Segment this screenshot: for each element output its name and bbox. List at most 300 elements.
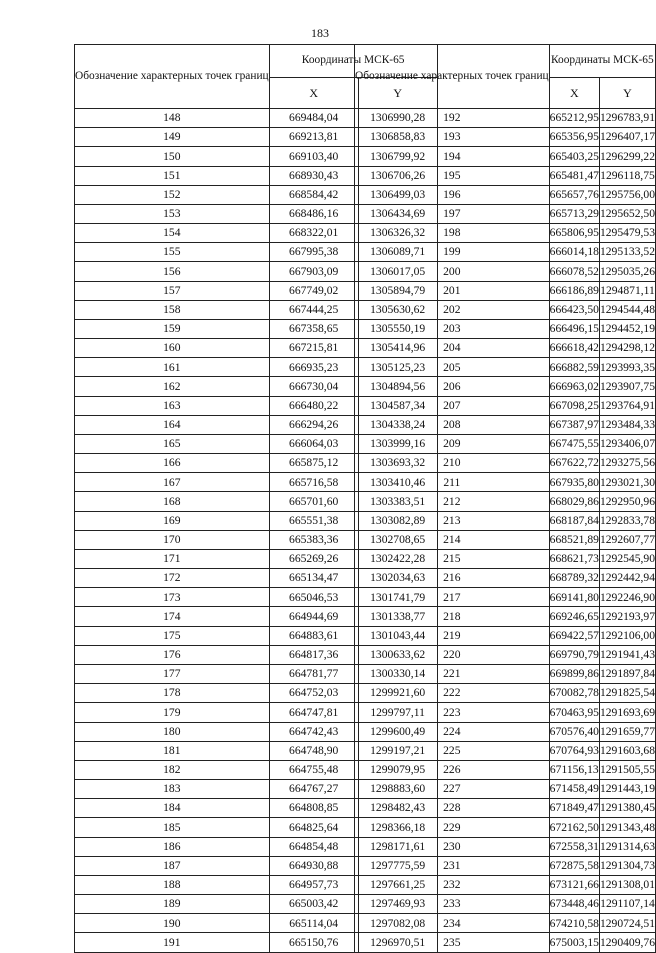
point-number-cell: 149 [75,128,270,147]
x-coordinate-cell: 664767,27 [269,780,358,799]
y-coordinate-cell: 1304338,24 [358,415,437,434]
x-coordinate-cell: 666618,42 [549,339,599,358]
y-coordinate-cell: 1303410,46 [358,473,437,492]
y-coordinate-cell: 1296118,75 [599,166,655,185]
table-body-right [355,109,656,953]
table-row [355,243,656,262]
point-number-cell: 195 [355,166,550,185]
point-number-cell: 200 [355,262,550,281]
x-coordinate-cell: 669141,80 [549,588,599,607]
point-number-cell: 215 [355,549,550,568]
point-designation-header: Обозначение характерных точек границ [355,45,550,109]
table-row [355,799,656,818]
table-row [355,875,656,894]
page-number: 183 [311,26,329,40]
x-coordinate-cell: 664817,36 [269,645,358,664]
point-number-cell: 156 [75,262,270,281]
table-row [355,588,656,607]
y-coordinate-cell: 1290724,51 [599,914,655,933]
point-number-cell: 216 [355,569,550,588]
y-coordinate-cell: 1306499,03 [358,185,437,204]
y-coordinate-cell: 1295479,53 [599,224,655,243]
point-number-cell: 226 [355,760,550,779]
x-coordinate-cell: 665875,12 [269,454,358,473]
y-coordinate-cell: 1293275,56 [599,454,655,473]
point-number-cell: 176 [75,645,270,664]
y-coordinate-cell: 1293484,33 [599,415,655,434]
x-coordinate-cell: 665806,95 [549,224,599,243]
x-coordinate-cell: 669484,04 [269,109,358,128]
table-row [355,780,656,799]
x-coordinate-cell: 668029,86 [549,492,599,511]
y-coordinate-cell: 1291941,43 [599,645,655,664]
point-number-cell: 189 [75,895,270,914]
x-coordinate-cell: 665551,38 [269,511,358,530]
point-number-cell: 212 [355,492,550,511]
point-number-cell: 233 [355,895,550,914]
y-coordinate-cell: 1296407,17 [599,128,655,147]
x-coordinate-cell: 666935,23 [269,358,358,377]
table-row [355,185,656,204]
x-coordinate-cell: 665114,04 [269,914,358,933]
table-row [355,434,656,453]
x-coordinate-cell: 664883,61 [269,626,358,645]
x-coordinate-cell: 665356,95 [549,128,599,147]
point-number-cell: 223 [355,703,550,722]
y-coordinate-cell: 1306089,71 [358,243,437,262]
y-coordinate-cell: 1291897,84 [599,664,655,683]
y-coordinate-cell: 1300633,62 [358,645,437,664]
y-coordinate-cell: 1291693,69 [599,703,655,722]
y-coordinate-cell: 1291107,14 [599,895,655,914]
y-coordinate-cell: 1292106,00 [599,626,655,645]
y-coordinate-cell: 1294544,48 [599,300,655,319]
x-coordinate-cell: 667387,97 [549,415,599,434]
table-row [355,530,656,549]
x-coordinate-cell: 664825,64 [269,818,358,837]
table-row [355,569,656,588]
y-coordinate-cell: 1303693,32 [358,454,437,473]
y-coordinate-cell: 1301741,79 [358,588,437,607]
point-number-cell: 148 [75,109,270,128]
x-coordinate-cell: 668187,84 [549,511,599,530]
point-number-cell: 178 [75,684,270,703]
table-row [355,262,656,281]
x-coordinate-cell: 675003,15 [549,933,599,952]
y-coordinate-cell: 1306858,83 [358,128,437,147]
point-number-cell: 157 [75,281,270,300]
point-number-cell: 229 [355,818,550,837]
x-coordinate-cell: 665713,29 [549,204,599,223]
point-number-cell: 161 [75,358,270,377]
x-coordinate-cell: 671156,13 [549,760,599,779]
y-column-header: Y [599,78,655,109]
table-row [355,147,656,166]
point-number-cell: 165 [75,434,270,453]
point-number-cell: 194 [355,147,550,166]
x-coordinate-cell: 665150,76 [269,933,358,952]
point-number-cell: 180 [75,722,270,741]
x-coordinate-cell: 667098,25 [549,396,599,415]
x-coordinate-cell: 666730,04 [269,377,358,396]
point-number-cell: 206 [355,377,550,396]
y-coordinate-cell: 1299197,21 [358,741,437,760]
y-coordinate-cell: 1306017,05 [358,262,437,281]
y-coordinate-cell: 1296299,22 [599,147,655,166]
point-number-cell: 187 [75,856,270,875]
x-coordinate-cell: 668584,42 [269,185,358,204]
x-coordinate-cell: 672875,58 [549,856,599,875]
point-number-cell: 231 [355,856,550,875]
point-number-cell: 179 [75,703,270,722]
x-coordinate-cell: 668486,16 [269,204,358,223]
x-coordinate-cell: 665657,76 [549,185,599,204]
x-coordinate-cell: 670576,40 [549,722,599,741]
point-number-cell: 208 [355,415,550,434]
y-coordinate-cell: 1298171,61 [358,837,437,856]
y-coordinate-cell: 1292442,94 [599,569,655,588]
y-coordinate-cell: 1292545,90 [599,549,655,568]
point-number-cell: 164 [75,415,270,434]
x-coordinate-cell: 666480,22 [269,396,358,415]
x-coordinate-cell: 666294,26 [269,415,358,434]
point-number-cell: 168 [75,492,270,511]
x-column-header: X [269,78,358,109]
x-coordinate-cell: 664748,90 [269,741,358,760]
y-coordinate-cell: 1293907,75 [599,377,655,396]
point-number-cell: 170 [75,530,270,549]
point-number-cell: 204 [355,339,550,358]
y-coordinate-cell: 1292950,96 [599,492,655,511]
table-row [355,741,656,760]
x-coordinate-cell: 666496,15 [549,319,599,338]
coordinates-header: Координаты МСК-65 [269,45,437,78]
x-coordinate-cell: 665383,36 [269,530,358,549]
x-coordinate-cell: 668521,89 [549,530,599,549]
x-coordinate-cell: 667215,81 [269,339,358,358]
x-coordinate-cell: 673448,46 [549,895,599,914]
point-number-cell: 203 [355,319,550,338]
table-row [355,224,656,243]
y-coordinate-cell: 1299797,11 [358,703,437,722]
table-row [355,492,656,511]
point-number-cell: 182 [75,760,270,779]
point-number-cell: 184 [75,799,270,818]
x-coordinate-cell: 669103,40 [269,147,358,166]
table-row [355,396,656,415]
point-number-cell: 154 [75,224,270,243]
coordinates-table-right [354,44,656,953]
x-coordinate-cell: 665269,26 [269,549,358,568]
table-row [355,549,656,568]
x-coordinate-cell: 665403,25 [549,147,599,166]
y-coordinate-cell: 1297661,25 [358,875,437,894]
point-number-cell: 205 [355,358,550,377]
x-coordinate-cell: 668621,73 [549,549,599,568]
point-number-cell: 191 [75,933,270,952]
x-coordinate-cell: 668930,43 [269,166,358,185]
y-coordinate-cell: 1300330,14 [358,664,437,683]
y-coordinate-cell: 1292833,78 [599,511,655,530]
point-number-cell: 159 [75,319,270,338]
table-row [355,358,656,377]
table-row [355,856,656,875]
x-coordinate-cell: 668322,01 [269,224,358,243]
y-coordinate-cell: 1292246,90 [599,588,655,607]
table-row [355,454,656,473]
x-coordinate-cell: 664930,88 [269,856,358,875]
y-coordinate-cell: 1295652,50 [599,204,655,223]
table-row [355,128,656,147]
table-row [355,684,656,703]
y-coordinate-cell: 1292607,77 [599,530,655,549]
table-row [355,511,656,530]
y-coordinate-cell: 1302034,63 [358,569,437,588]
x-coordinate-cell: 664747,81 [269,703,358,722]
table-row [355,837,656,856]
y-coordinate-cell: 1306326,32 [358,224,437,243]
y-coordinate-cell: 1303082,89 [358,511,437,530]
point-number-cell: 196 [355,185,550,204]
point-number-cell: 150 [75,147,270,166]
x-coordinate-cell: 666882,59 [549,358,599,377]
point-number-cell: 213 [355,511,550,530]
y-coordinate-cell: 1301338,77 [358,607,437,626]
table-row [355,914,656,933]
x-coordinate-cell: 664781,77 [269,664,358,683]
x-coordinate-cell: 666423,50 [549,300,599,319]
x-coordinate-cell: 664854,48 [269,837,358,856]
point-number-cell: 188 [75,875,270,894]
point-number-cell: 199 [355,243,550,262]
y-coordinate-cell: 1294871,11 [599,281,655,300]
point-number-cell: 225 [355,741,550,760]
point-number-cell: 177 [75,664,270,683]
y-coordinate-cell: 1297469,93 [358,895,437,914]
y-coordinate-cell: 1305550,19 [358,319,437,338]
point-number-cell: 230 [355,837,550,856]
x-coordinate-cell: 664957,73 [269,875,358,894]
x-coordinate-cell: 671458,49 [549,780,599,799]
x-coordinate-cell: 665003,42 [269,895,358,914]
x-coordinate-cell: 669899,86 [549,664,599,683]
x-coordinate-cell: 665481,47 [549,166,599,185]
y-coordinate-cell: 1295756,00 [599,185,655,204]
y-coordinate-cell: 1296970,51 [358,933,437,952]
x-coordinate-cell: 665701,60 [269,492,358,511]
x-coordinate-cell: 664752,03 [269,684,358,703]
y-coordinate-cell: 1302708,65 [358,530,437,549]
point-number-cell: 232 [355,875,550,894]
y-coordinate-cell: 1298366,18 [358,818,437,837]
y-coordinate-cell: 1291659,77 [599,722,655,741]
y-coordinate-cell: 1299921,60 [358,684,437,703]
y-coordinate-cell: 1306434,69 [358,204,437,223]
x-coordinate-cell: 667935,80 [549,473,599,492]
point-number-cell: 186 [75,837,270,856]
x-coordinate-cell: 669246,65 [549,607,599,626]
point-number-cell: 192 [355,109,550,128]
x-coordinate-cell: 671849,47 [549,799,599,818]
x-coordinate-cell: 665046,53 [269,588,358,607]
y-coordinate-cell: 1294452,19 [599,319,655,338]
x-coordinate-cell: 667444,25 [269,300,358,319]
y-coordinate-cell: 1291380,45 [599,799,655,818]
point-number-cell: 202 [355,300,550,319]
point-number-cell: 221 [355,664,550,683]
table-row [355,703,656,722]
y-coordinate-cell: 1291443,19 [599,780,655,799]
y-coordinate-cell: 1291343,48 [599,818,655,837]
point-number-cell: 152 [75,185,270,204]
x-coordinate-cell: 668789,32 [549,569,599,588]
point-number-cell: 197 [355,204,550,223]
point-number-cell: 201 [355,281,550,300]
y-coordinate-cell: 1301043,44 [358,626,437,645]
x-coordinate-cell: 667749,02 [269,281,358,300]
x-coordinate-cell: 666186,89 [549,281,599,300]
y-coordinate-cell: 1290409,76 [599,933,655,952]
y-coordinate-cell: 1305894,79 [358,281,437,300]
point-number-cell: 169 [75,511,270,530]
table-row [355,722,656,741]
x-coordinate-cell: 664808,85 [269,799,358,818]
table-row [355,300,656,319]
point-number-cell: 207 [355,396,550,415]
point-number-cell: 183 [75,780,270,799]
table-row [355,109,656,128]
table-row [355,473,656,492]
table-row [355,319,656,338]
x-coordinate-cell: 666014,18 [549,243,599,262]
y-coordinate-cell: 1291505,55 [599,760,655,779]
x-coordinate-cell: 665212,95 [549,109,599,128]
point-number-cell: 218 [355,607,550,626]
point-number-cell: 209 [355,434,550,453]
y-column-header: Y [358,78,437,109]
x-coordinate-cell: 667475,55 [549,434,599,453]
y-coordinate-cell: 1291603,68 [599,741,655,760]
point-number-cell: 166 [75,454,270,473]
x-coordinate-cell: 673121,66 [549,875,599,894]
point-number-cell: 155 [75,243,270,262]
x-coordinate-cell: 666078,52 [549,262,599,281]
point-number-cell: 153 [75,204,270,223]
y-coordinate-cell: 1305630,62 [358,300,437,319]
table-row [355,377,656,396]
y-coordinate-cell: 1297775,59 [358,856,437,875]
y-coordinate-cell: 1294298,12 [599,339,655,358]
y-coordinate-cell: 1302422,28 [358,549,437,568]
table-row [355,895,656,914]
point-number-cell: 227 [355,780,550,799]
point-number-cell: 181 [75,741,270,760]
table-row [355,933,656,952]
x-coordinate-cell: 665134,47 [269,569,358,588]
table-row [355,415,656,434]
point-number-cell: 171 [75,549,270,568]
x-coordinate-cell: 667622,72 [549,454,599,473]
x-coordinate-cell: 669790,79 [549,645,599,664]
x-coordinate-cell: 670082,78 [549,684,599,703]
x-coordinate-cell: 672558,31 [549,837,599,856]
table-row [355,626,656,645]
x-coordinate-cell: 664755,48 [269,760,358,779]
y-coordinate-cell: 1291308,01 [599,875,655,894]
x-coordinate-cell: 672162,50 [549,818,599,837]
point-number-cell: 175 [75,626,270,645]
y-coordinate-cell: 1303383,51 [358,492,437,511]
x-coordinate-cell: 666963,02 [549,377,599,396]
table-row [355,607,656,626]
y-coordinate-cell: 1295035,26 [599,262,655,281]
point-number-cell: 162 [75,377,270,396]
point-number-cell: 219 [355,626,550,645]
y-coordinate-cell: 1306799,92 [358,147,437,166]
x-column-header: X [549,78,599,109]
table-row [355,760,656,779]
y-coordinate-cell: 1304587,34 [358,396,437,415]
y-coordinate-cell: 1305414,96 [358,339,437,358]
point-number-cell: 193 [355,128,550,147]
point-number-cell: 158 [75,300,270,319]
y-coordinate-cell: 1291825,54 [599,684,655,703]
y-coordinate-cell: 1293021,30 [599,473,655,492]
x-coordinate-cell: 669213,81 [269,128,358,147]
y-coordinate-cell: 1291304,73 [599,856,655,875]
y-coordinate-cell: 1298482,43 [358,799,437,818]
point-number-cell: 210 [355,454,550,473]
point-designation-header: Обозначение характерных точек границ [75,45,270,109]
table-row [355,645,656,664]
point-number-cell: 220 [355,645,550,664]
point-number-cell: 217 [355,588,550,607]
y-coordinate-cell: 1297082,08 [358,914,437,933]
point-number-cell: 172 [75,569,270,588]
x-coordinate-cell: 664742,43 [269,722,358,741]
point-number-cell: 151 [75,166,270,185]
x-coordinate-cell: 665716,58 [269,473,358,492]
table-row [355,664,656,683]
point-number-cell: 211 [355,473,550,492]
point-number-cell: 173 [75,588,270,607]
y-coordinate-cell: 1298883,60 [358,780,437,799]
y-coordinate-cell: 1305125,23 [358,358,437,377]
x-coordinate-cell: 670764,93 [549,741,599,760]
point-number-cell: 228 [355,799,550,818]
y-coordinate-cell: 1291314,63 [599,837,655,856]
x-coordinate-cell: 664944,69 [269,607,358,626]
y-coordinate-cell: 1299079,95 [358,760,437,779]
y-coordinate-cell: 1292193,97 [599,607,655,626]
y-coordinate-cell: 1303999,16 [358,434,437,453]
x-coordinate-cell: 674210,58 [549,914,599,933]
point-number-cell: 198 [355,224,550,243]
x-coordinate-cell: 669422,57 [549,626,599,645]
point-number-cell: 214 [355,530,550,549]
x-coordinate-cell: 667903,09 [269,262,358,281]
table-row [355,818,656,837]
x-coordinate-cell: 670463,95 [549,703,599,722]
table-row [355,339,656,358]
y-coordinate-cell: 1296783,91 [599,109,655,128]
point-number-cell: 167 [75,473,270,492]
point-number-cell: 224 [355,722,550,741]
y-coordinate-cell: 1293764,91 [599,396,655,415]
y-coordinate-cell: 1306706,26 [358,166,437,185]
x-coordinate-cell: 667358,65 [269,319,358,338]
table-row [355,204,656,223]
